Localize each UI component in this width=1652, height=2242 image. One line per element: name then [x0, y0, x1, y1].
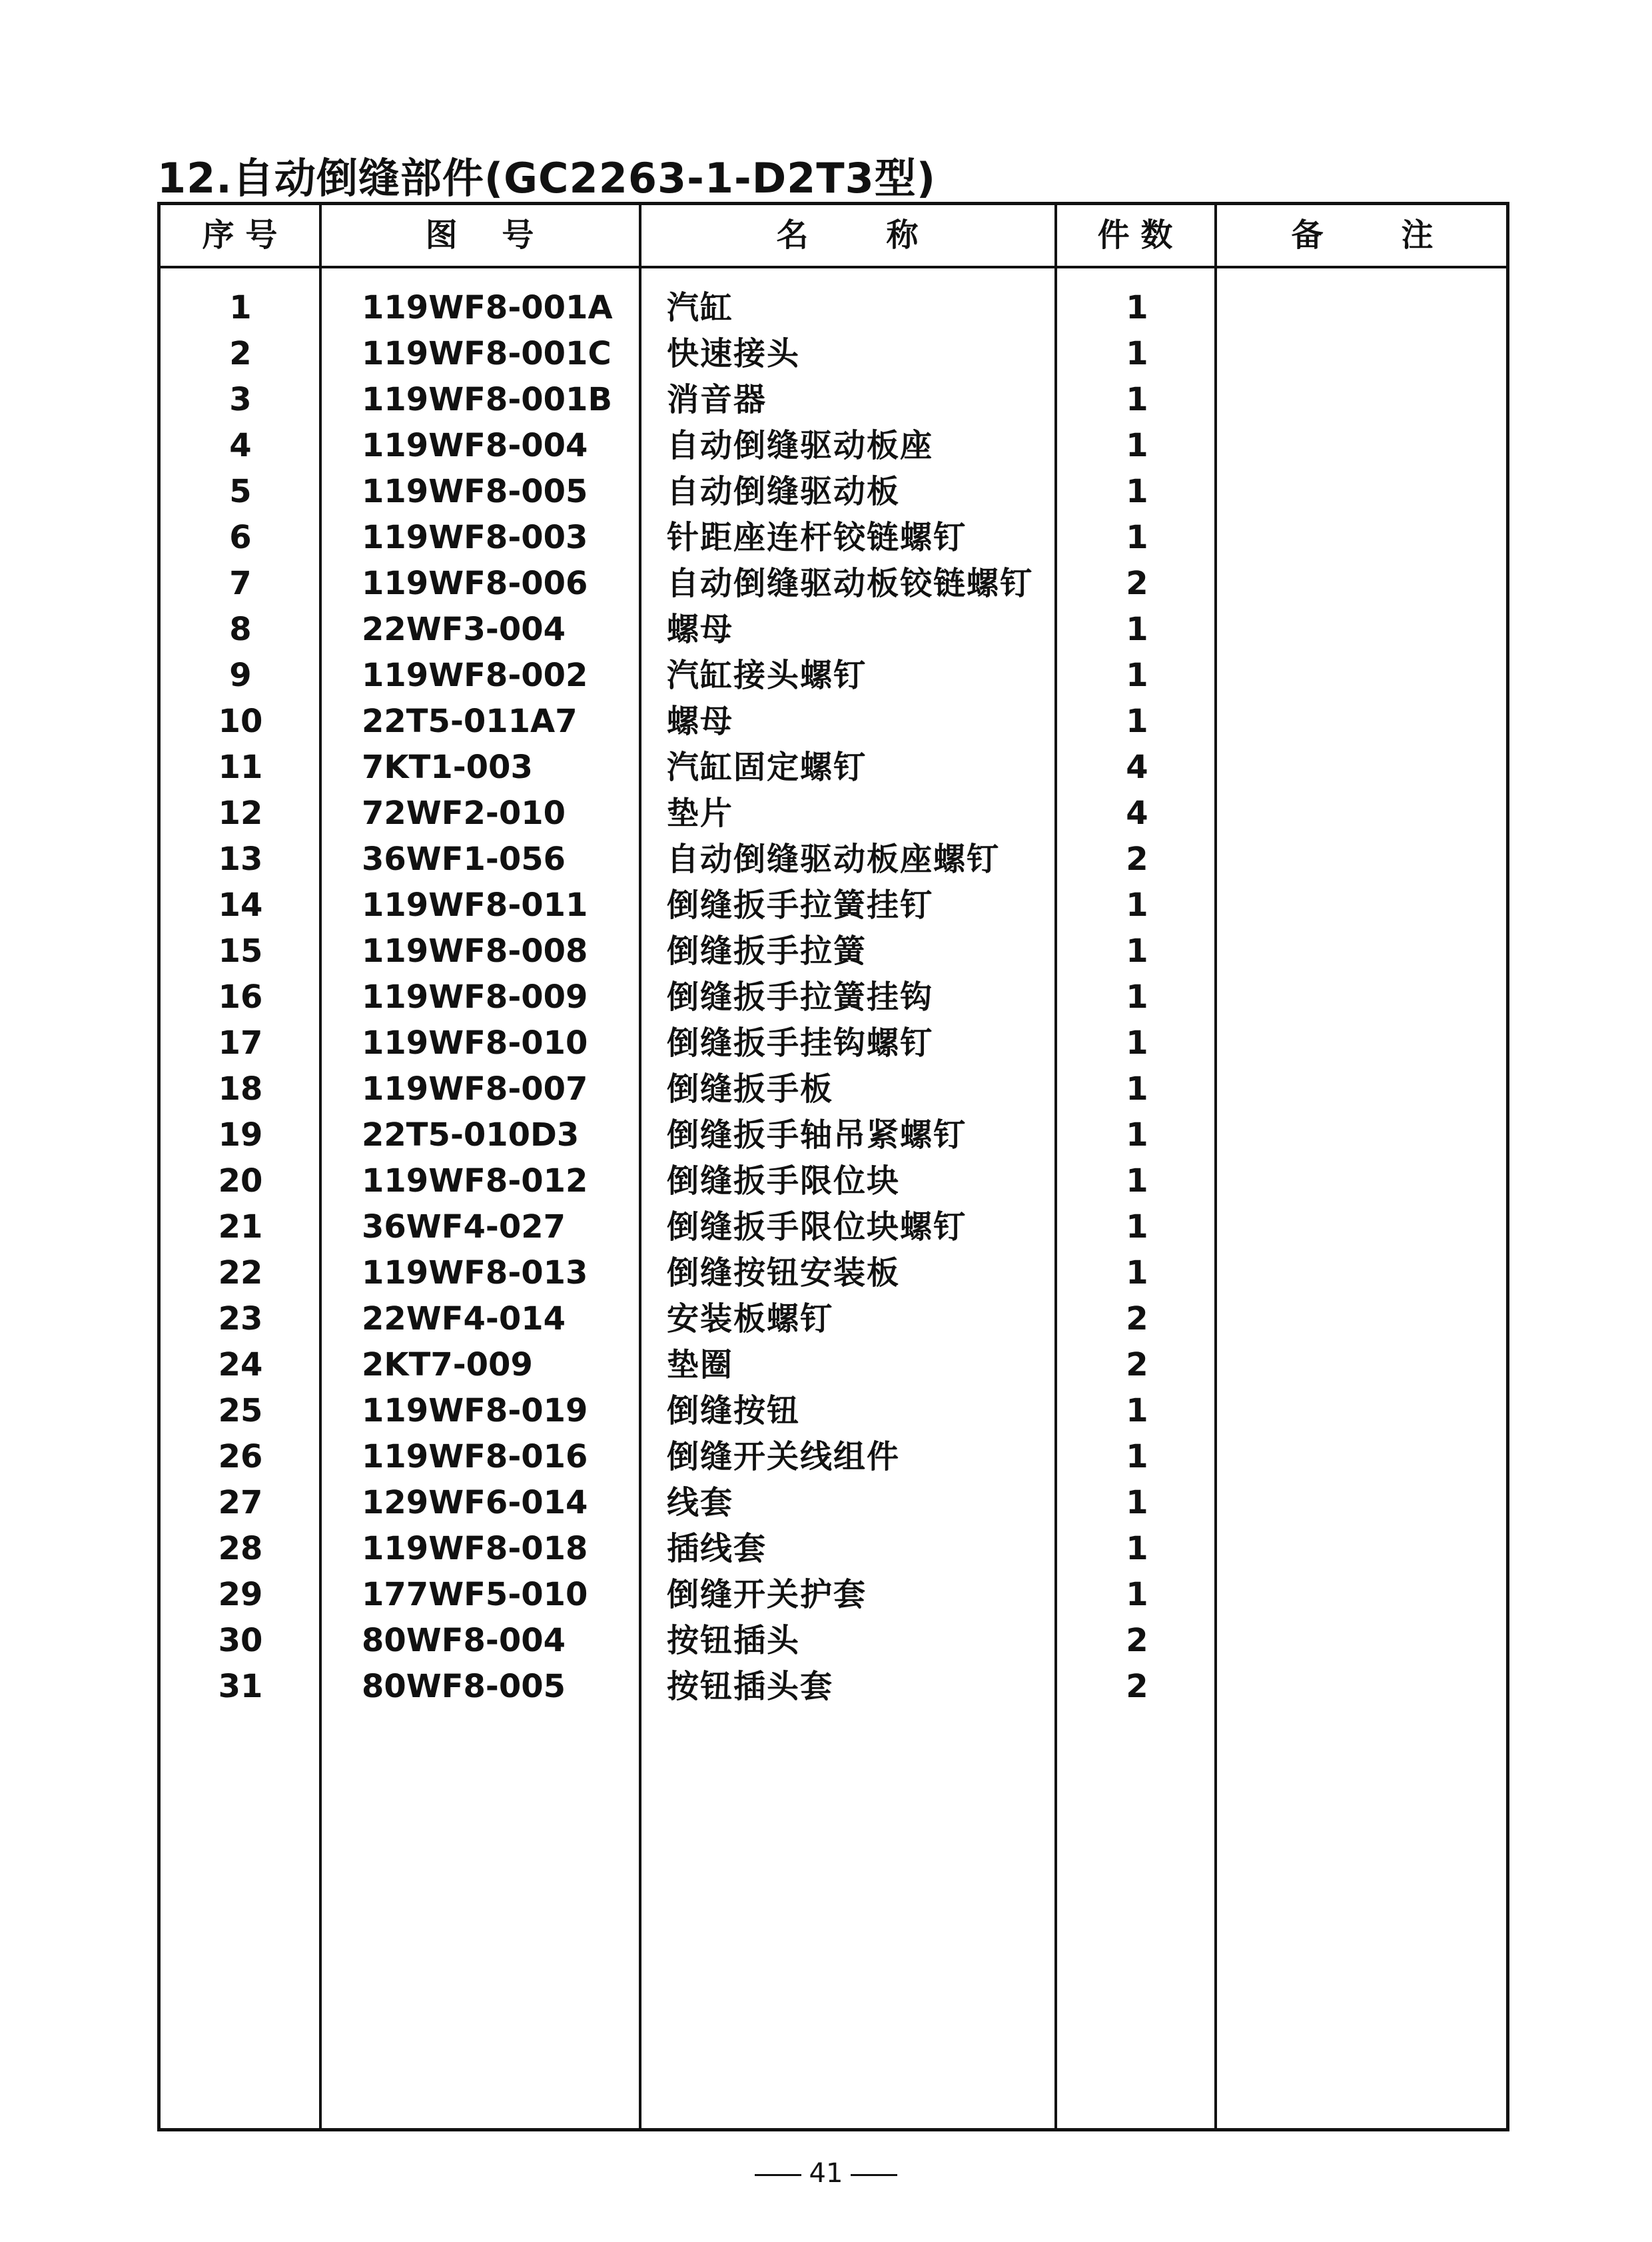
row-serial-number: 12 [218, 795, 263, 832]
page-title: 12.自动倒缝部件(GC2263-1-D2T3型) [157, 154, 937, 202]
row-quantity: 2 [1126, 565, 1148, 602]
row-serial-number: 23 [218, 1300, 263, 1337]
row-part-name: 倒缝开关护套 [667, 1576, 867, 1613]
row-quantity: 1 [1126, 611, 1148, 648]
row-part-name: 插线套 [667, 1530, 767, 1567]
row-serial-number: 25 [218, 1392, 263, 1429]
row-serial-number: 15 [218, 933, 263, 970]
row-part-name: 安装板螺钉 [667, 1300, 834, 1337]
row-part-code: 7KT1-003 [362, 749, 533, 786]
row-part-name: 自动倒缝驱动板铰链螺钉 [667, 565, 1034, 602]
table-row [161, 561, 1506, 607]
row-serial-number: 1 [229, 289, 252, 326]
table-row [161, 1572, 1506, 1618]
header-serial-number: 序 号 [202, 216, 278, 254]
row-part-code: 80WF8-005 [362, 1668, 566, 1705]
table-row [161, 1342, 1506, 1388]
row-quantity: 1 [1126, 381, 1148, 418]
row-serial-number: 2 [229, 335, 252, 372]
row-part-code: 119WF8-007 [362, 1070, 588, 1108]
table-row [161, 1618, 1506, 1664]
table-row [161, 929, 1506, 974]
row-part-code: 36WF4-027 [362, 1208, 566, 1246]
row-part-name: 倒缝扳手轴吊紧螺钉 [667, 1116, 967, 1154]
row-part-code: 119WF8-009 [362, 978, 588, 1016]
row-quantity: 1 [1126, 1438, 1148, 1475]
table-row [161, 331, 1506, 377]
row-quantity: 1 [1126, 427, 1148, 464]
row-serial-number: 6 [229, 519, 252, 556]
table-row [161, 1250, 1506, 1296]
row-serial-number: 4 [229, 427, 252, 464]
row-quantity: 1 [1126, 978, 1148, 1016]
row-serial-number: 30 [218, 1622, 263, 1659]
row-part-name: 倒缝按钮安装板 [667, 1254, 901, 1292]
page-footer [0, 2158, 1652, 2189]
row-serial-number: 13 [218, 841, 263, 878]
table-row [161, 515, 1506, 561]
table-row [161, 1526, 1506, 1572]
row-quantity: 1 [1126, 1484, 1148, 1521]
row-quantity: 1 [1126, 1162, 1148, 1200]
row-quantity: 1 [1126, 473, 1148, 510]
row-quantity: 2 [1126, 1622, 1148, 1659]
row-part-name: 倒缝扳手拉簧 [667, 933, 867, 970]
row-part-code: 22T5-011A7 [362, 703, 578, 740]
row-serial-number: 14 [218, 887, 263, 924]
row-part-name: 自动倒缝驱动板座螺钉 [667, 841, 1001, 878]
row-part-code: 119WF8-008 [362, 933, 588, 970]
header-quantity: 件 数 [1097, 216, 1173, 254]
row-part-code: 177WF5-010 [362, 1576, 588, 1613]
row-quantity: 2 [1126, 1346, 1148, 1383]
row-serial-number: 22 [218, 1254, 263, 1292]
row-quantity: 1 [1126, 1024, 1148, 1062]
row-quantity: 4 [1126, 795, 1148, 832]
row-part-name: 消音器 [667, 381, 767, 418]
row-part-name: 倒缝扳手板 [667, 1070, 834, 1108]
row-part-code: 72WF2-010 [362, 795, 566, 832]
row-part-code: 119WF8-005 [362, 473, 588, 510]
row-part-code: 119WF8-012 [362, 1162, 588, 1200]
row-part-name: 按钮插头 [667, 1622, 801, 1659]
row-serial-number: 8 [229, 611, 252, 648]
row-serial-number: 27 [218, 1484, 263, 1521]
row-part-code: 22WF3-004 [362, 611, 566, 648]
row-serial-number: 26 [218, 1438, 263, 1475]
header-divider [161, 266, 1506, 268]
table-row [161, 745, 1506, 791]
row-serial-number: 21 [218, 1208, 263, 1246]
table-row [161, 1664, 1506, 1710]
row-part-code: 36WF1-056 [362, 841, 566, 878]
row-part-name: 螺母 [667, 611, 734, 648]
row-quantity: 1 [1126, 519, 1148, 556]
row-serial-number: 17 [218, 1024, 263, 1062]
row-part-code: 129WF6-014 [362, 1484, 588, 1521]
row-serial-number: 16 [218, 978, 263, 1016]
row-part-code: 119WF8-019 [362, 1392, 588, 1429]
row-quantity: 2 [1126, 1300, 1148, 1337]
row-serial-number: 29 [218, 1576, 263, 1613]
row-part-code: 119WF8-006 [362, 565, 588, 602]
row-part-code: 22WF4-014 [362, 1300, 566, 1337]
row-quantity: 1 [1126, 1530, 1148, 1567]
table-row [161, 653, 1506, 699]
footer-dash [755, 2174, 801, 2176]
row-part-name: 汽缸固定螺钉 [667, 749, 867, 786]
table-body [161, 285, 1506, 1710]
table-row [161, 1480, 1506, 1526]
table-row [161, 1112, 1506, 1158]
table-row [161, 1020, 1506, 1066]
table-row [161, 883, 1506, 929]
row-quantity: 1 [1126, 933, 1148, 970]
parts-table [157, 202, 1509, 2131]
row-serial-number: 31 [218, 1668, 263, 1705]
row-serial-number: 3 [229, 381, 252, 418]
table-row [161, 377, 1506, 423]
table-row [161, 791, 1506, 837]
row-part-name: 倒缝扳手限位块 [667, 1162, 901, 1200]
table-row [161, 423, 1506, 469]
table-row [161, 1434, 1506, 1480]
row-part-name: 自动倒缝驱动板 [667, 473, 901, 510]
row-part-code: 119WF8-004 [362, 427, 588, 464]
footer-dash [851, 2174, 897, 2176]
table-row [161, 285, 1506, 331]
table-row [161, 699, 1506, 745]
row-quantity: 1 [1126, 1254, 1148, 1292]
row-part-code: 119WF8-016 [362, 1438, 588, 1475]
row-part-code: 22T5-010D3 [362, 1116, 580, 1154]
row-part-name: 螺母 [667, 703, 734, 740]
row-part-name: 针距座连杆铰链螺钉 [667, 519, 967, 556]
row-part-code: 80WF8-004 [362, 1622, 566, 1659]
row-part-name: 垫片 [667, 795, 734, 832]
page-number: 41 [809, 2158, 843, 2189]
row-quantity: 1 [1126, 1208, 1148, 1246]
row-serial-number: 24 [218, 1346, 263, 1383]
row-part-name: 快速接头 [667, 335, 801, 372]
row-serial-number: 18 [218, 1070, 263, 1108]
row-part-name: 倒缝扳手拉簧挂钩 [667, 978, 934, 1016]
row-serial-number: 7 [229, 565, 252, 602]
row-quantity: 2 [1126, 1668, 1148, 1705]
row-part-code: 119WF8-001C [362, 335, 612, 372]
table-row [161, 974, 1506, 1020]
row-part-name: 倒缝扳手挂钩螺钉 [667, 1024, 934, 1062]
table-row [161, 1204, 1506, 1250]
header-part-name: 名 称 [776, 216, 919, 254]
row-quantity: 1 [1126, 289, 1148, 326]
row-part-name: 汽缸 [667, 289, 734, 326]
row-quantity: 1 [1126, 1116, 1148, 1154]
row-part-name: 汽缸接头螺钉 [667, 657, 867, 694]
row-quantity: 1 [1126, 703, 1148, 740]
row-quantity: 2 [1126, 841, 1148, 878]
row-quantity: 1 [1126, 887, 1148, 924]
row-serial-number: 20 [218, 1162, 263, 1200]
table-row [161, 837, 1506, 883]
table-row [161, 607, 1506, 653]
table-row [161, 1388, 1506, 1434]
row-part-code: 119WF8-018 [362, 1530, 588, 1567]
row-part-name: 自动倒缝驱动板座 [667, 427, 934, 464]
row-part-name: 线套 [667, 1484, 734, 1521]
row-serial-number: 28 [218, 1530, 263, 1567]
header-remark: 备 注 [1291, 216, 1434, 254]
table-row [161, 1066, 1506, 1112]
row-serial-number: 10 [218, 703, 263, 740]
row-part-name: 倒缝扳手拉簧挂钉 [667, 887, 934, 924]
header-part-code: 图 号 [425, 216, 534, 254]
row-part-code: 119WF8-001A [362, 289, 613, 326]
row-quantity: 4 [1126, 749, 1148, 786]
row-quantity: 1 [1126, 335, 1148, 372]
table-row [161, 1158, 1506, 1204]
row-part-code: 119WF8-011 [362, 887, 588, 924]
row-quantity: 1 [1126, 1070, 1148, 1108]
row-part-name: 垫圈 [667, 1346, 734, 1383]
row-part-code: 119WF8-010 [362, 1024, 588, 1062]
row-quantity: 1 [1126, 657, 1148, 694]
row-part-name: 倒缝扳手限位块螺钉 [667, 1208, 967, 1246]
row-serial-number: 11 [218, 749, 263, 786]
row-quantity: 1 [1126, 1576, 1148, 1613]
row-quantity: 1 [1126, 1392, 1148, 1429]
row-part-name: 按钮插头套 [667, 1668, 834, 1705]
row-part-code: 2KT7-009 [362, 1346, 533, 1383]
row-part-code: 119WF8-001B [362, 381, 613, 418]
table-row [161, 1296, 1506, 1342]
table-row [161, 469, 1506, 515]
row-part-name: 倒缝开关线组件 [667, 1438, 901, 1475]
row-part-code: 119WF8-003 [362, 519, 588, 556]
row-part-name: 倒缝按钮 [667, 1392, 801, 1429]
row-serial-number: 9 [229, 657, 252, 694]
row-serial-number: 5 [229, 473, 252, 510]
row-serial-number: 19 [218, 1116, 263, 1154]
row-part-code: 119WF8-013 [362, 1254, 588, 1292]
row-part-code: 119WF8-002 [362, 657, 588, 694]
